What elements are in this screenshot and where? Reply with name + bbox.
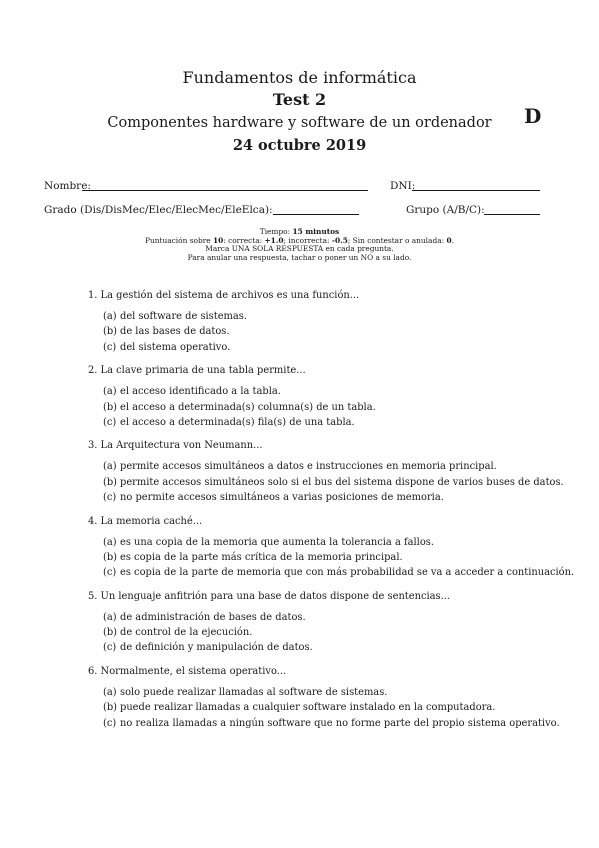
name-label: Nombre: <box>44 180 91 192</box>
question-text: 6. Normalmente, el sistema operativo... <box>88 665 287 677</box>
option-list <box>103 535 578 581</box>
option-c[interactable]: (c) es copia de la parte de memoria que con más probabilidad se va a acceder a continuación. <box>103 567 575 579</box>
question-4 <box>88 515 578 581</box>
course-title: Fundamentos de informática <box>182 68 417 87</box>
option-a[interactable]: (a) el acceso identificado a la tabla. <box>103 386 281 398</box>
question-text: 4. La memoria caché... <box>88 515 203 527</box>
name-field-line[interactable] <box>82 190 368 191</box>
option-c[interactable]: (c) el acceso a determinada(s) fila(s) de una tabla. <box>103 416 355 428</box>
mark-one-line: Marca UNA SOLA RESPUESTA en cada pregunta. <box>205 244 394 254</box>
option-a[interactable]: (a) solo puede realizar llamadas al software de sistemas. <box>103 686 388 698</box>
question-5 <box>88 590 578 656</box>
option-b[interactable]: (b) el acceso a determinada(s) columna(s) de un tabla. <box>103 401 376 413</box>
question-6 <box>88 665 578 731</box>
option-b[interactable]: (b) es copia de la parte más crítica de la memoria principal. <box>103 551 403 563</box>
option-list <box>103 384 578 430</box>
question-text: 1. La gestión del sistema de archivos es una función... <box>88 290 360 301</box>
option-list <box>103 685 578 731</box>
group-field-line[interactable] <box>484 214 540 215</box>
option-a[interactable]: (a) permite accesos simultáneos a datos e instrucciones en memoria principal. <box>103 461 497 473</box>
question-text: 3. La Arquitectura von Neumann... <box>88 440 263 452</box>
option-b[interactable]: (b) de las bases de datos. <box>103 326 230 338</box>
question-text: 5. Un lenguaje anfitrión para una base de datos dispone de sentencias... <box>88 590 451 602</box>
degree-field-line[interactable] <box>273 214 359 215</box>
question-2 <box>88 364 578 430</box>
exam-variant-letter: D <box>524 104 542 128</box>
cancel-line: Para anular una respuesta, tachar o poner un NO a su lado. <box>187 252 412 262</box>
dni-label: DNI: <box>390 180 416 192</box>
option-a[interactable]: (a) de administración de bases de datos. <box>103 611 306 623</box>
question-list <box>88 289 578 740</box>
group-label: Grupo (A/B/C): <box>406 204 485 216</box>
dni-field-line[interactable] <box>412 190 540 191</box>
option-list <box>103 610 578 656</box>
option-c[interactable]: (c) del sistema operativo. <box>103 341 231 353</box>
test-date: 24 octubre 2019 <box>232 137 367 154</box>
question-text: 2. La clave primaria de una tabla permite... <box>88 365 306 377</box>
option-c[interactable]: (c) no permite accesos simultáneos a varias posiciones de memoria. <box>103 492 444 504</box>
instructions <box>0 228 599 262</box>
option-c[interactable]: (c) de definición y manipulación de datos. <box>103 642 313 654</box>
test-topic: Componentes hardware y software de un ordenador <box>107 115 492 131</box>
score-line: Puntuación sobre 10: correcta: +1.0; incorrecta: -0.5; Sin contestar o anulada: 0. <box>145 235 454 245</box>
option-b[interactable]: (b) permite accesos simultáneos solo si el bus del sistema dispone de varios buses de datos. <box>103 476 564 488</box>
test-title: Test 2 <box>272 90 327 109</box>
question-1 <box>88 289 578 355</box>
option-b[interactable]: (b) de control de la ejecución. <box>103 627 253 639</box>
degree-label: Grado (Dis/DisMec/Elec/ElecMec/EleElca): <box>44 204 273 216</box>
option-b[interactable]: (b) puede realizar llamadas a cualquier software instalado en la computadora. <box>103 702 496 714</box>
option-c[interactable]: (c) no realiza llamadas a ningún software que no forme parte del propio sistema operativo. <box>103 717 560 729</box>
time-line: Tiempo: 15 minutos <box>259 227 340 236</box>
question-3 <box>88 439 578 505</box>
option-a[interactable]: (a) es una copia de la memoria que aumenta la tolerancia a fallos. <box>103 536 434 548</box>
option-a[interactable]: (a) del software de sistemas. <box>103 311 248 322</box>
option-list <box>103 309 578 355</box>
option-list <box>103 459 578 505</box>
